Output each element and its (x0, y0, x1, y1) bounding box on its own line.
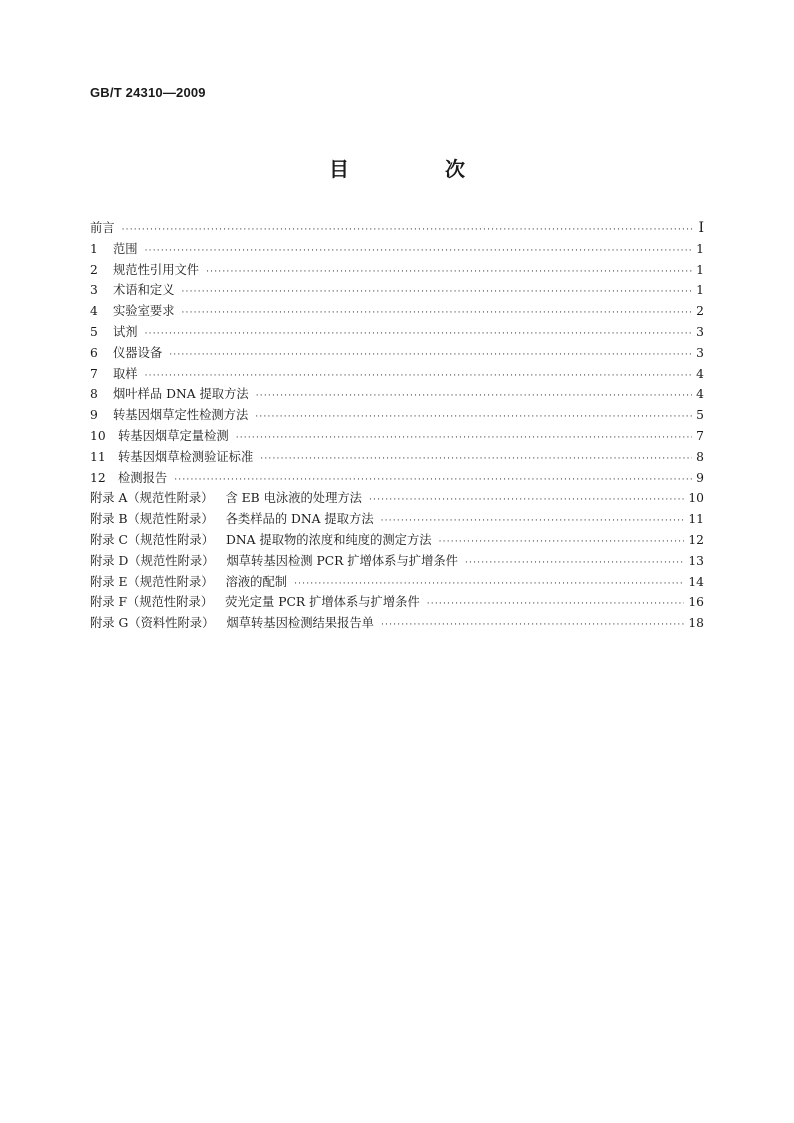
toc-entry-page: 1 (696, 241, 704, 256)
toc-entry-annex[interactable] (90, 488, 704, 509)
toc-entry-section[interactable] (90, 301, 704, 322)
toc-leader-dots (381, 511, 685, 532)
toc-entry-section[interactable] (90, 447, 704, 468)
toc-entry-section[interactable] (90, 260, 704, 281)
toc-entry-number: 6 (90, 345, 98, 360)
toc-leader-dots (439, 532, 685, 553)
toc-entry-number: 3 (90, 283, 98, 298)
toc-annex-label: 附录 E（规范性附录） (90, 574, 214, 589)
toc-entry-page: 7 (696, 428, 704, 443)
toc-entry-title: 取样 (113, 366, 138, 381)
toc-entry-number: 5 (90, 324, 98, 339)
toc-annex-label: 附录 G（资料性附录） (90, 616, 215, 631)
toc-entry-page: 9 (696, 470, 704, 485)
toc-leader-dots (206, 262, 692, 283)
toc-entry-page: 10 (688, 491, 704, 506)
toc-entry-title: 检测报告 (118, 470, 168, 485)
toc-entry-title: 范围 (113, 241, 138, 256)
toc-entry-section[interactable] (90, 468, 704, 489)
toc-entry-number: 12 (90, 470, 106, 485)
toc-entry-section[interactable] (90, 426, 704, 447)
toc-leader-dots (369, 490, 684, 511)
toc-entry-section[interactable] (90, 384, 704, 405)
toc-annex-label: 附录 D（规范性附录） (90, 553, 215, 568)
toc-leader-dots (145, 324, 692, 345)
toc-entry-number: 8 (90, 387, 98, 402)
toc-leader-dots (145, 366, 692, 387)
toc-entry-annex[interactable] (90, 509, 704, 530)
toc-entry-page: 13 (688, 553, 704, 568)
toc-entry-title: 荧光定量 PCR 扩增体系与扩增条件 (225, 595, 420, 610)
toc-annex-label: 附录 C（规范性附录） (90, 532, 214, 547)
toc-entry-section[interactable] (90, 239, 704, 260)
toc-entry-page: Ⅰ (698, 220, 704, 236)
toc-entry-page: 14 (688, 574, 704, 589)
toc-annex-label: 附录 A（规范性附录） (90, 491, 214, 506)
toc-entry-number: 10 (90, 428, 106, 443)
toc-entry-annex[interactable] (90, 613, 704, 634)
toc-leader-dots (236, 428, 692, 449)
toc-entry-page: 1 (696, 283, 704, 298)
toc-entry-page: 12 (688, 532, 704, 547)
toc-entry-number: 7 (90, 366, 98, 381)
toc-entry-section[interactable] (90, 343, 704, 364)
toc-leader-dots (260, 449, 692, 470)
toc-entry-annex[interactable] (90, 530, 704, 551)
toc-annex-label: 附录 B（规范性附录） (90, 512, 214, 527)
toc-entry-page: 3 (696, 324, 704, 339)
toc-entry-page: 11 (688, 512, 704, 527)
toc-entry-preface[interactable] (90, 218, 704, 239)
toc-entry-section[interactable] (90, 364, 704, 385)
toc-entry-page: 8 (696, 449, 704, 464)
table-of-contents (90, 218, 704, 634)
toc-entry-page: 3 (696, 345, 704, 360)
toc-entry-number: 2 (90, 262, 98, 277)
toc-annex-label: 附录 F（规范性附录） (90, 595, 214, 610)
toc-entry-title: 各类样品的 DNA 提取方法 (225, 512, 374, 527)
toc-leader-dots (465, 553, 684, 574)
toc-entry-page: 18 (688, 616, 704, 631)
toc-entry-number: 1 (90, 241, 98, 256)
toc-entry-title: 转基因烟草定性检测方法 (113, 408, 249, 423)
toc-leader-dots (427, 594, 685, 615)
toc-leader-dots (255, 407, 692, 428)
toc-entry-page: 4 (696, 366, 704, 381)
toc-entry-title: 实验室要求 (113, 304, 175, 319)
toc-entry-title: 前言 (90, 221, 115, 235)
toc-entry-number: 9 (90, 408, 98, 423)
toc-entry-number: 4 (90, 304, 98, 319)
toc-entry-page: 1 (696, 262, 704, 277)
page-title: 目 次 (329, 157, 503, 181)
toc-leader-dots (182, 303, 693, 324)
toc-entry-page: 4 (696, 387, 704, 402)
toc-entry-title: 试剂 (113, 324, 138, 339)
toc-leader-dots (122, 220, 692, 241)
toc-entry-title: 烟草转基因检测结果报告单 (226, 616, 374, 631)
toc-entry-title: 术语和定义 (113, 283, 175, 298)
toc-entry-page: 2 (696, 304, 704, 319)
toc-entry-title: 含 EB 电泳液的处理方法 (225, 491, 362, 506)
toc-leader-dots (174, 470, 692, 491)
toc-entry-page: 16 (688, 595, 704, 610)
toc-entry-title: 规范性引用文件 (113, 262, 200, 277)
toc-leader-dots (169, 345, 692, 366)
toc-entry-title: 烟叶样品 DNA 提取方法 (113, 387, 249, 402)
toc-entry-title: DNA 提取物的浓度和纯度的测定方法 (226, 532, 432, 547)
standard-code: GB/T 24310—2009 (90, 85, 206, 100)
toc-entry-page: 5 (696, 408, 704, 423)
toc-entry-number: 11 (90, 449, 106, 464)
toc-entry-title: 溶液的配制 (225, 574, 288, 589)
toc-entry-title: 仪器设备 (113, 345, 163, 360)
toc-leader-dots (256, 386, 692, 407)
toc-leader-dots (182, 282, 693, 303)
toc-leader-dots (381, 615, 684, 636)
toc-entry-annex[interactable] (90, 592, 704, 613)
toc-leader-dots (294, 574, 684, 595)
toc-entry-section[interactable] (90, 280, 704, 301)
toc-entry-title: 转基因烟草检测验证标准 (118, 449, 254, 464)
toc-entry-annex[interactable] (90, 551, 704, 572)
toc-entry-annex[interactable] (90, 572, 704, 593)
toc-entry-section[interactable] (90, 405, 704, 426)
toc-entry-title: 烟草转基因检测 PCR 扩增体系与扩增条件 (226, 553, 458, 568)
toc-leader-dots (145, 241, 692, 262)
toc-entry-section[interactable] (90, 322, 704, 343)
toc-entry-title: 转基因烟草定量检测 (118, 428, 229, 443)
